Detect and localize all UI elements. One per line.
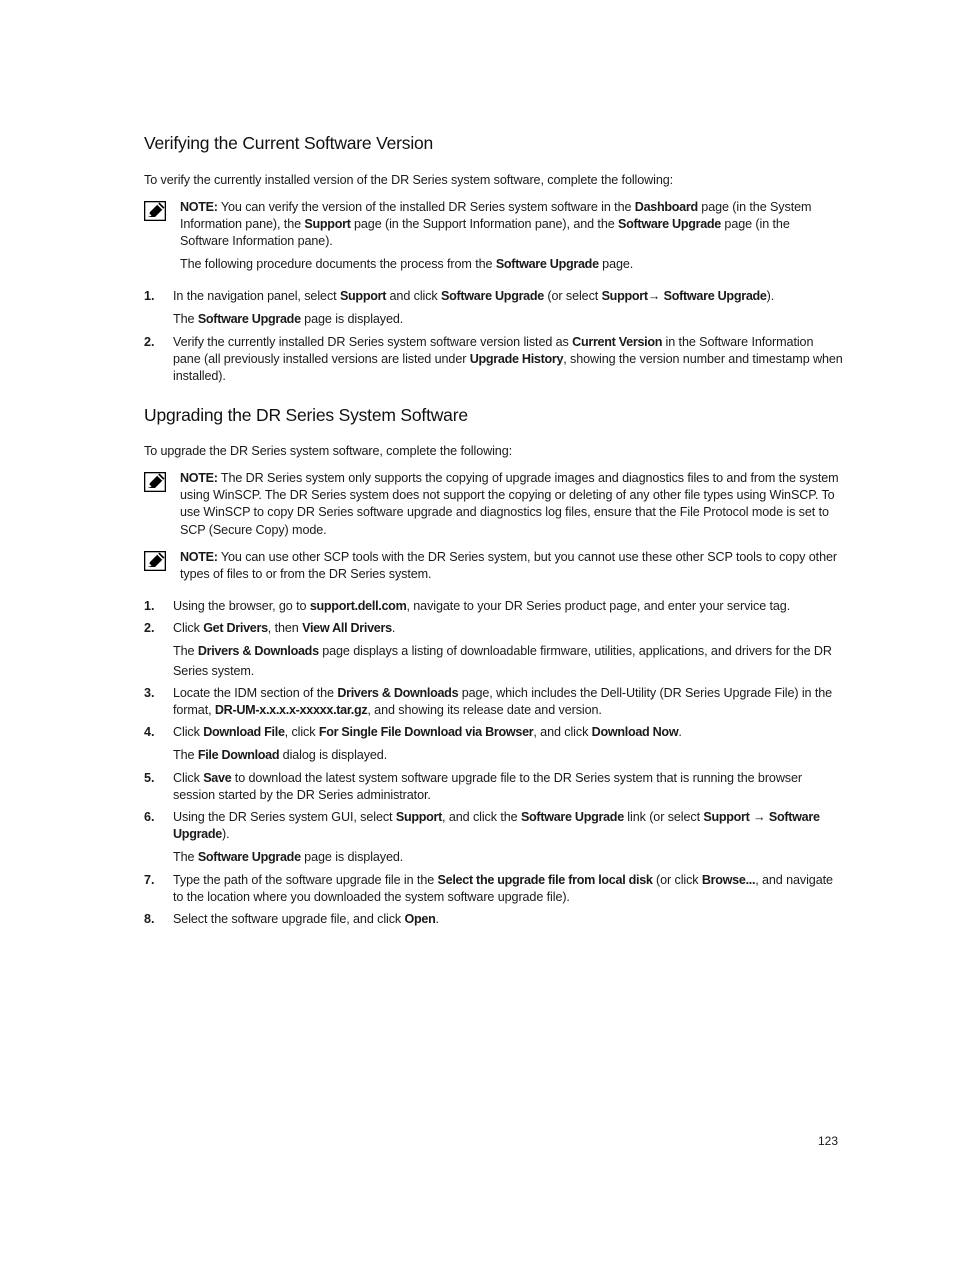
section-heading-upgrade: Upgrading the DR Series System Software [144,405,468,425]
step-text: Using the DR Series system GUI, select Support, and click the Software Upgrade link (or select Support → Software Upgrade). [173,810,820,842]
step-result: The Software Upgrade page is displayed. [173,312,404,326]
step-result: The File Download dialog is displayed. [173,748,388,762]
step-result: The Drivers & Downloads page displays a listing of downloadable firmware, utilities, applications, and drivers for the DR Series system. [173,644,832,678]
note-verify: NOTE: You can verify the version of the installed DR Series system software in the Dashboard page (in the System Information pane), the Support page (in the Support Information pane), and the Software Upgrade page (in the Software Information pane). [180,200,812,249]
step-number: 3. [144,686,155,700]
step-result: The Software Upgrade page is displayed. [173,850,404,864]
step-number: 2. [144,335,155,349]
step-number: 7. [144,873,155,887]
step-text: In the navigation panel, select Support and click Software Upgrade (or select Support→ Software Upgrade). [173,289,775,303]
step-number: 6. [144,810,155,824]
note-scp-tools: NOTE: You can use other SCP tools with the DR Series system, but you cannot use these other SCP tools to copy other types of files to or from the DR Series system. [180,550,837,582]
step-text: Click Save to download the latest system software upgrade file to the DR Series system that is running the browser session started by the DR Series administrator. [173,771,803,803]
step-text: Type the path of the software upgrade file in the Select the upgrade file from local disk (or click Browse..., and navigate to the location where you downloaded the system software upgrade file). [173,873,833,905]
step-text: Click Download File, click For Single File Download via Browser, and click Download Now. [173,725,682,739]
step-number: 4. [144,725,155,739]
step-text: Locate the IDM section of the Drivers & Downloads page, which includes the Dell-Utility (DR Series Upgrade File) in the format, DR-UM-x.x.x.x-xxxxx.tar.gz, and showing its release date and version. [173,686,833,718]
section-intro-upgrade: To upgrade the DR Series system software, complete the following: [144,444,512,458]
page-number: 123 [817,1134,838,1148]
step-number: 2. [144,621,155,635]
step-number: 1. [144,289,155,303]
note-winscp: NOTE: The DR Series system only supports the copying of upgrade images and diagnostics files to and from the system using WinSCP. The DR Series system does not support the copying or deleting of any other file types using WinSCP. To use WinSCP to copy DR Series software upgrade and diagnostics log files, ensure that the File Protocol mode is set to SCP (Secure Copy) mode. [180,471,839,537]
step-number: 8. [144,912,155,926]
section-heading-verify: Verifying the Current Software Version [144,133,434,153]
section-intro-verify: To verify the currently installed version of the DR Series system software, complete the following: [144,173,674,187]
step-number: 1. [144,599,155,613]
step-text: Select the software upgrade file, and click Open. [173,912,439,926]
step-text: Verify the currently installed DR Series system software version listed as Current Version in the Software Information pane (all previously installed versions are listed under Upgrade History, showing the version number and timestamp when installed). [173,335,843,384]
note-verify-followup: The following procedure documents the process from the Software Upgrade page. [180,257,634,271]
step-text: Using the browser, go to support.dell.com, navigate to your DR Series product page, and enter your service tag. [173,599,791,613]
pencil-note-icon [144,201,166,221]
pencil-note-icon [144,551,166,571]
step-number: 5. [144,771,155,785]
pencil-note-icon [144,472,166,492]
step-text: Click Get Drivers, then View All Drivers. [173,621,396,635]
